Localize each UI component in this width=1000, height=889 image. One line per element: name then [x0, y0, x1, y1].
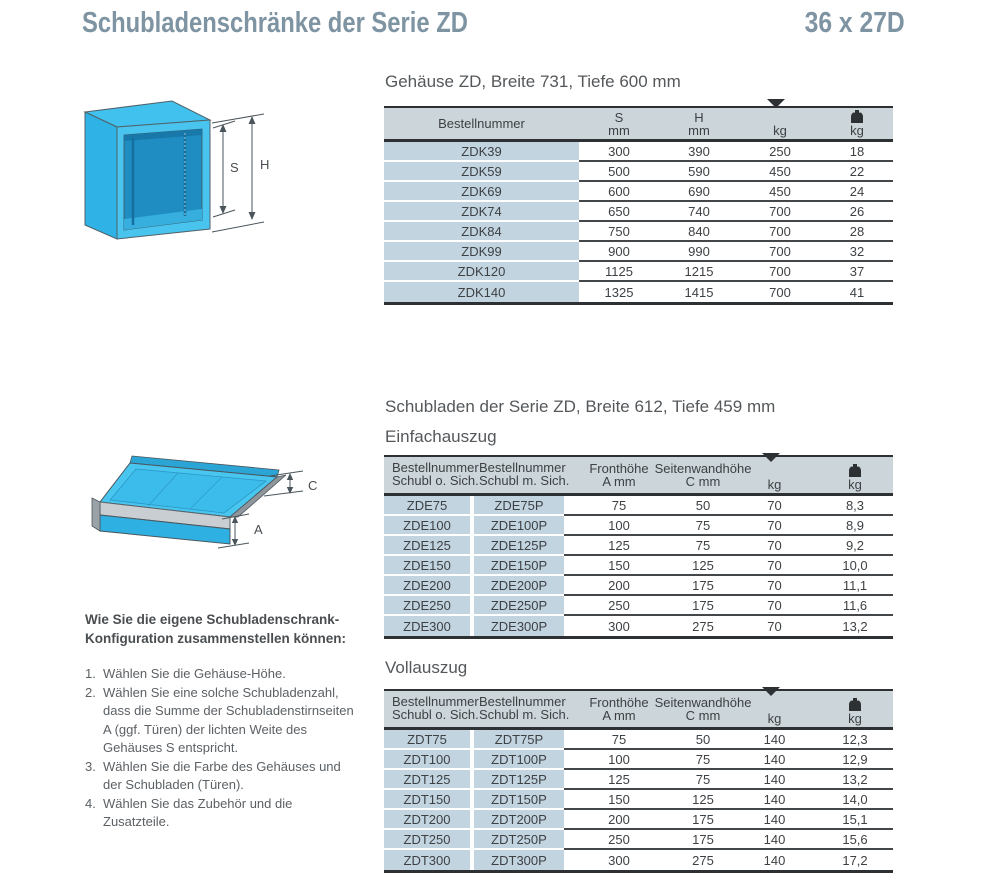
- drawer-left-slide: [92, 498, 100, 531]
- cell-weight-kg: 32: [821, 242, 893, 262]
- table-row: [384, 536, 893, 556]
- table-row: [384, 616, 893, 636]
- cell-bestellnummer: ZDK140: [384, 282, 579, 302]
- cell-weight-kg: 41: [821, 282, 893, 302]
- cell-bestellnummer-ohne-sich: ZDE100: [384, 516, 474, 536]
- cell-bestellnummer-mit-sich: ZDE125P: [474, 536, 564, 556]
- cell-fronthoehe: 125: [564, 536, 674, 556]
- cell-seitenwandhoehe: 125: [674, 556, 732, 576]
- cell-bestellnummer-ohne-sich: ZDE125: [384, 536, 474, 556]
- cell-load-kg: 140: [732, 750, 817, 770]
- cell-weight-kg: 15,1: [817, 810, 893, 830]
- table-row: [384, 730, 893, 750]
- header-weight-kg: kg: [817, 457, 893, 493]
- cell-load-kg: 700: [739, 222, 821, 242]
- cell-load-kg: 140: [732, 770, 817, 790]
- step-text: Wählen Sie die Gehäuse-Höhe.: [103, 666, 286, 681]
- cell-bestellnummer-ohne-sich: ZDT200: [384, 810, 474, 830]
- cell-load-kg: 140: [732, 850, 817, 870]
- table-row: [384, 202, 893, 222]
- cell-h-mm: 590: [659, 162, 739, 182]
- cell-fronthoehe: 75: [564, 496, 674, 516]
- cell-load-kg: 450: [739, 162, 821, 182]
- step-number: 2.: [85, 684, 96, 700]
- step-number: 4.: [85, 795, 96, 811]
- cell-bestellnummer-mit-sich: ZDT150P: [474, 790, 564, 810]
- table-row: [384, 556, 893, 576]
- step-number: 3.: [85, 758, 96, 774]
- cell-seitenwandhoehe: 50: [674, 730, 732, 750]
- cell-bestellnummer-ohne-sich: ZDT125: [384, 770, 474, 790]
- drawer-illustration: [70, 438, 330, 568]
- header-bestellnummer-mit-sich: Bestellnummer Schubl m. Sich.: [479, 694, 570, 722]
- cabinet-left-face: [85, 112, 117, 239]
- vollauszug-table-header: [384, 691, 893, 730]
- table-row: [384, 182, 893, 202]
- header-load-kg: kg: [732, 691, 817, 727]
- cell-seitenwandhoehe: 175: [674, 810, 732, 830]
- cell-bestellnummer-ohne-sich: ZDT150: [384, 790, 474, 810]
- cell-bestellnummer: ZDK120: [384, 262, 579, 282]
- table-row: [384, 850, 893, 870]
- drawer-dim-a-label: A: [254, 522, 263, 537]
- cell-weight-kg: 15,6: [817, 830, 893, 850]
- cell-fronthoehe: 200: [564, 810, 674, 830]
- howto-steps: [85, 665, 359, 832]
- cell-load-kg: 700: [739, 242, 821, 262]
- weight-icon: [849, 698, 861, 711]
- cell-h-mm: 990: [659, 242, 739, 262]
- cell-bestellnummer-mit-sich: ZDE250P: [474, 596, 564, 616]
- howto-step: [85, 684, 359, 758]
- table-row: [384, 596, 893, 616]
- howto-step: [85, 665, 359, 684]
- header-h-mm: H mm: [688, 109, 710, 138]
- cell-bestellnummer-mit-sich: ZDE300P: [474, 616, 564, 636]
- cell-weight-kg: 14,0: [817, 790, 893, 810]
- cell-weight-kg: 12,3: [817, 730, 893, 750]
- header-fronthoehe: Fronthöhe A mm: [589, 695, 649, 723]
- cell-bestellnummer-ohne-sich: ZDE250: [384, 596, 474, 616]
- header-fronthoehe: Fronthöhe A mm: [589, 461, 649, 489]
- cell-bestellnummer-ohne-sich: ZDT100: [384, 750, 474, 770]
- cell-bestellnummer-mit-sich: ZDT125P: [474, 770, 564, 790]
- cell-bestellnummer: ZDK99: [384, 242, 579, 262]
- table-row: [384, 162, 893, 182]
- einfachauszug-heading: Einfachauszug: [385, 427, 497, 446]
- cell-weight-kg: 9,2: [817, 536, 893, 556]
- cell-bestellnummer-mit-sich: ZDT75P: [474, 730, 564, 750]
- cell-load-kg: 700: [739, 282, 821, 302]
- cell-load-kg: 700: [739, 262, 821, 282]
- table-row: [384, 576, 893, 596]
- cell-load-kg: 140: [732, 790, 817, 810]
- cell-s-mm: 900: [579, 242, 659, 262]
- cell-fronthoehe: 300: [564, 616, 674, 636]
- cell-load-kg: 70: [732, 576, 817, 596]
- cell-h-mm: 1215: [659, 262, 739, 282]
- cell-s-mm: 500: [579, 162, 659, 182]
- cell-bestellnummer-ohne-sich: ZDE300: [384, 616, 474, 636]
- header-bestellnummer-ohne-sich: Bestellnummer Schubl o. Sich.: [392, 694, 479, 722]
- cell-seitenwandhoehe: 125: [674, 790, 732, 810]
- cell-bestellnummer: ZDK84: [384, 222, 579, 242]
- cell-bestellnummer: ZDK39: [384, 142, 579, 162]
- cell-weight-kg: 13,2: [817, 616, 893, 636]
- cell-weight-kg: 28: [821, 222, 893, 242]
- cell-s-mm: 1125: [579, 262, 659, 282]
- drawer-dim-c-label: C: [308, 478, 318, 493]
- step-text: Wählen Sie das Zubehör und die Zusatzteile.: [103, 795, 293, 829]
- cell-weight-kg: 8,9: [817, 516, 893, 536]
- step-number: 1.: [85, 666, 96, 681]
- cell-load-kg: 70: [732, 556, 817, 576]
- table-row: [384, 516, 893, 536]
- howto-heading: Wie Sie die eigene Schubladenschrank-Konfiguration zusammenstellen können:: [85, 612, 347, 646]
- cell-load-kg: 700: [739, 202, 821, 222]
- table-row: [384, 770, 893, 790]
- cell-seitenwandhoehe: 175: [674, 576, 732, 596]
- cell-s-mm: 600: [579, 182, 659, 202]
- cell-load-kg: 70: [732, 596, 817, 616]
- cell-fronthoehe: 75: [564, 730, 674, 750]
- cell-s-mm: 650: [579, 202, 659, 222]
- gehaeuse-table: [384, 106, 893, 305]
- table-row: [384, 790, 893, 810]
- cell-weight-kg: 13,2: [817, 770, 893, 790]
- header-weight-kg: kg: [821, 108, 893, 139]
- cell-bestellnummer-ohne-sich: ZDT250: [384, 830, 474, 850]
- cell-weight-kg: 22: [821, 162, 893, 182]
- cell-weight-kg: 11,1: [817, 576, 893, 596]
- header-bestellnummer: Bestellnummer: [438, 115, 525, 131]
- cell-h-mm: 1415: [659, 282, 739, 302]
- cell-bestellnummer-mit-sich: ZDE200P: [474, 576, 564, 596]
- cell-weight-kg: 11,6: [817, 596, 893, 616]
- cell-seitenwandhoehe: 275: [674, 850, 732, 870]
- cell-bestellnummer-ohne-sich: ZDE150: [384, 556, 474, 576]
- cell-bestellnummer: ZDK69: [384, 182, 579, 202]
- cell-fronthoehe: 300: [564, 850, 674, 870]
- cell-bestellnummer-ohne-sich: ZDE75: [384, 496, 474, 516]
- header-load-kg: kg: [739, 108, 821, 139]
- cell-load-kg: 70: [732, 536, 817, 556]
- einfachauszug-table-header: [384, 457, 893, 496]
- header-bestellnummer-ohne-sich: Bestellnummer Schubl o. Sich.: [392, 460, 479, 488]
- cabinet-dim-s-label: S: [230, 160, 239, 175]
- cell-fronthoehe: 200: [564, 576, 674, 596]
- gehaeuse-table-body: [384, 142, 893, 302]
- header-weight-kg: kg: [817, 691, 893, 727]
- cell-seitenwandhoehe: 75: [674, 770, 732, 790]
- cell-fronthoehe: 250: [564, 596, 674, 616]
- cell-h-mm: 690: [659, 182, 739, 202]
- header-bestellnummer-mit-sich: Bestellnummer Schubl m. Sich.: [479, 460, 570, 488]
- table-row: [384, 142, 893, 162]
- weight-icon: [851, 110, 863, 123]
- page-code: 36 x 27D: [804, 7, 905, 39]
- header-seitenwandhoehe: Seitenwandhöhe C mm: [654, 695, 752, 723]
- table-row: [384, 750, 893, 770]
- gehaeuse-table-header: [384, 108, 893, 142]
- gehaeuse-heading: Gehäuse ZD, Breite 731, Tiefe 600 mm: [385, 72, 681, 91]
- cell-weight-kg: 24: [821, 182, 893, 202]
- cell-bestellnummer-mit-sich: ZDT300P: [474, 850, 564, 870]
- howto-block: [85, 610, 359, 832]
- cell-weight-kg: 17,2: [817, 850, 893, 870]
- cell-load-kg: 70: [732, 496, 817, 516]
- max-load-icon: [767, 109, 793, 123]
- table-row: [384, 242, 893, 262]
- cell-fronthoehe: 125: [564, 770, 674, 790]
- cell-seitenwandhoehe: 75: [674, 516, 732, 536]
- cell-fronthoehe: 100: [564, 516, 674, 536]
- cell-weight-kg: 12,9: [817, 750, 893, 770]
- cell-seitenwandhoehe: 75: [674, 750, 732, 770]
- cell-h-mm: 840: [659, 222, 739, 242]
- einfachauszug-table-body: [384, 496, 893, 636]
- cell-load-kg: 140: [732, 810, 817, 830]
- cell-bestellnummer-mit-sich: ZDT100P: [474, 750, 564, 770]
- howto-step: [85, 795, 359, 832]
- cell-seitenwandhoehe: 175: [674, 830, 732, 850]
- cell-h-mm: 390: [659, 142, 739, 162]
- cell-load-kg: 450: [739, 182, 821, 202]
- cell-bestellnummer: ZDK74: [384, 202, 579, 222]
- cell-weight-kg: 18: [821, 142, 893, 162]
- cell-s-mm: 1325: [579, 282, 659, 302]
- page-title: Schubladenschränke der Serie ZD: [82, 7, 468, 39]
- table-row: [384, 222, 893, 242]
- cell-bestellnummer-mit-sich: ZDT250P: [474, 830, 564, 850]
- cell-bestellnummer-mit-sich: ZDT200P: [474, 810, 564, 830]
- cell-bestellnummer: ZDK59: [384, 162, 579, 182]
- header-seitenwandhoehe: Seitenwandhöhe C mm: [654, 461, 752, 489]
- cell-load-kg: 250: [739, 142, 821, 162]
- table-row: [384, 282, 893, 302]
- vollauszug-table: [384, 689, 893, 873]
- einfachauszug-table: [384, 455, 893, 639]
- cell-load-kg: 70: [732, 616, 817, 636]
- cell-s-mm: 750: [579, 222, 659, 242]
- schubladen-heading: Schubladen der Serie ZD, Breite 612, Tiefe 459 mm: [385, 397, 776, 416]
- cell-load-kg: 70: [732, 516, 817, 536]
- cell-weight-kg: 8,3: [817, 496, 893, 516]
- vollauszug-heading: Vollauszug: [385, 658, 468, 677]
- max-load-icon: [762, 697, 788, 711]
- step-text: Wählen Sie die Farbe des Gehäuses und der Schubladen (Türen).: [103, 758, 341, 792]
- table-row: [384, 830, 893, 850]
- cell-weight-kg: 26: [821, 202, 893, 222]
- cell-bestellnummer-ohne-sich: ZDT75: [384, 730, 474, 750]
- cell-fronthoehe: 150: [564, 556, 674, 576]
- cell-fronthoehe: 100: [564, 750, 674, 770]
- cell-h-mm: 740: [659, 202, 739, 222]
- weight-icon: [849, 464, 861, 477]
- cabinet-illustration: [75, 92, 275, 252]
- cell-fronthoehe: 150: [564, 790, 674, 810]
- cell-seitenwandhoehe: 75: [674, 536, 732, 556]
- cell-weight-kg: 10,0: [817, 556, 893, 576]
- cell-bestellnummer-mit-sich: ZDE100P: [474, 516, 564, 536]
- cell-seitenwandhoehe: 50: [674, 496, 732, 516]
- table-row: [384, 262, 893, 282]
- header-load-kg: kg: [732, 457, 817, 493]
- header-s-mm: S mm: [608, 109, 630, 138]
- cabinet-dim-h-label: H: [260, 157, 270, 172]
- cell-seitenwandhoehe: 175: [674, 596, 732, 616]
- cell-load-kg: 140: [732, 830, 817, 850]
- table-row: [384, 496, 893, 516]
- howto-step: [85, 758, 359, 795]
- cell-load-kg: 140: [732, 730, 817, 750]
- vollauszug-table-body: [384, 730, 893, 870]
- table-row: [384, 810, 893, 830]
- cell-bestellnummer-ohne-sich: ZDE200: [384, 576, 474, 596]
- cell-fronthoehe: 250: [564, 830, 674, 850]
- step-text: Wählen Sie eine solche Schubladenzahl, dass die Summe der Schubladenstirnseiten A (ggf. Türen) der lichten Weite des Gehäuses S entspricht.: [103, 684, 354, 755]
- cell-bestellnummer-mit-sich: ZDE75P: [474, 496, 564, 516]
- cell-seitenwandhoehe: 275: [674, 616, 732, 636]
- cell-s-mm: 300: [579, 142, 659, 162]
- cell-bestellnummer-mit-sich: ZDE150P: [474, 556, 564, 576]
- cell-bestellnummer-ohne-sich: ZDT300: [384, 850, 474, 870]
- max-load-icon: [762, 463, 788, 477]
- cell-weight-kg: 37: [821, 262, 893, 282]
